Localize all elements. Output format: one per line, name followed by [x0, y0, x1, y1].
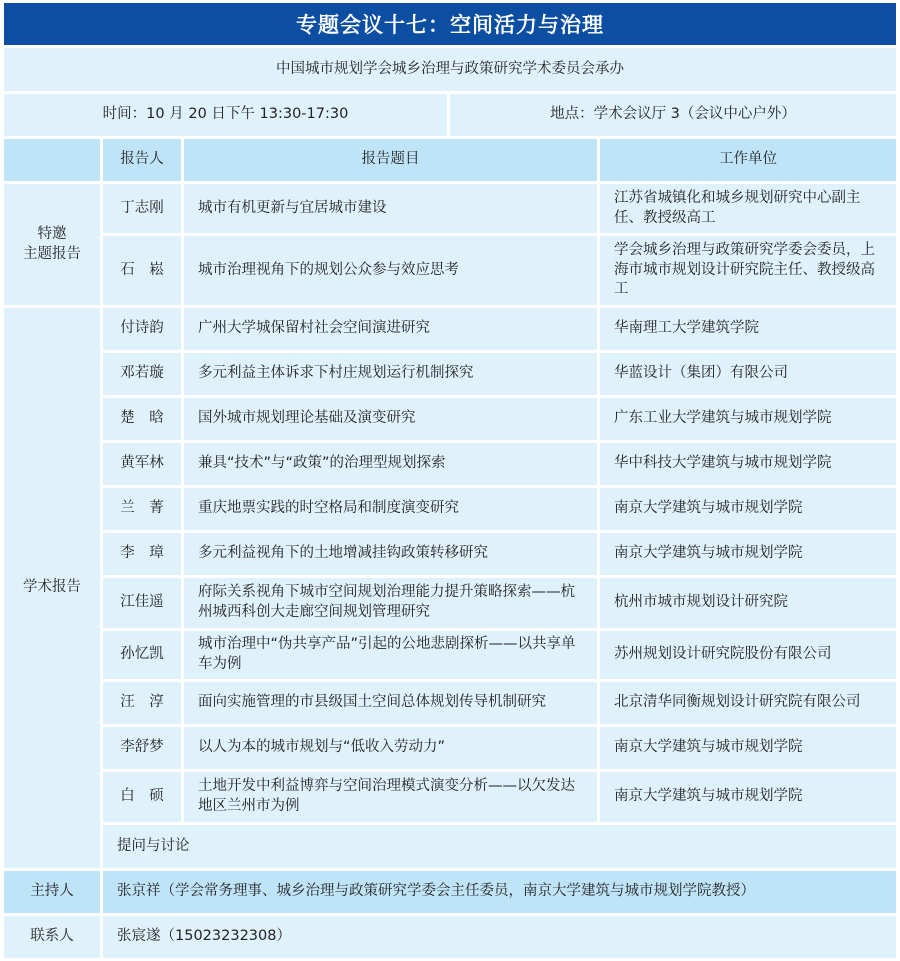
- table-row-topic: 广州大学城保留村社会空间演进研究: [184, 308, 597, 350]
- table-row-speaker: 石 崧: [103, 236, 181, 305]
- table-row-speaker: 兰 菁: [103, 488, 181, 530]
- table-row-speaker: 付诗韵: [103, 308, 181, 350]
- table-row-topic: 府际关系视角下城市空间规划治理能力提升策略探索——杭州城西科创大走廊空间规划管理研究: [184, 578, 597, 628]
- time-cell: 时间：10 月 20 日下午 13:30-17:30: [4, 94, 447, 136]
- table-row-topic: 土地开发中利益博弈与空间治理模式演变分析——以欠发达地区兰州市为例: [184, 772, 597, 822]
- table-row-unit: 华南理工大学建筑学院: [600, 308, 896, 350]
- discussion-row: 提问与讨论: [103, 825, 896, 868]
- contact-label: 联系人: [4, 916, 100, 958]
- host-label: 主持人: [4, 871, 100, 913]
- table-row-topic: 城市治理视角下的规划公众参与效应思考: [184, 236, 597, 305]
- header-speaker: 报告人: [103, 139, 181, 181]
- table-row-speaker: 黄军林: [103, 443, 181, 485]
- table-row-topic: 多元利益主体诉求下村庄规划运行机制探究: [184, 353, 597, 395]
- table-row-speaker: 李 璋: [103, 533, 181, 575]
- table-row-speaker: 邓若璇: [103, 353, 181, 395]
- academic-section-label: 学术报告: [4, 308, 100, 868]
- table-row-unit: 江苏省城镇化和城乡规划研究中心副主任、教授级高工: [600, 184, 896, 233]
- table-row-speaker: 丁志刚: [103, 184, 181, 233]
- table-row-unit: 苏州规划设计研究院股份有限公司: [600, 631, 896, 679]
- table-row-topic: 国外城市规划理论基础及演变研究: [184, 398, 597, 440]
- location-cell: 地点：学术会议厅 3（会议中心户外）: [450, 94, 896, 136]
- table-row-topic: 兼具“技术”与“政策”的治理型规划探索: [184, 443, 597, 485]
- table-row-topic: 城市治理中“伪共享产品”引起的公地悲剧探析——以共享单车为例: [184, 631, 597, 679]
- table-row-unit: 南京大学建筑与城市规划学院: [600, 533, 896, 575]
- table-row-unit: 北京清华同衡规划设计研究院有限公司: [600, 682, 896, 724]
- table-row-speaker: 孙忆凯: [103, 631, 181, 679]
- header-topic: 报告题目: [184, 139, 597, 181]
- table-row-unit: 学会城乡治理与政策研究学委会委员，上海市城市规划设计研究院主任、教授级高工: [600, 236, 896, 305]
- header-unit: 工作单位: [600, 139, 896, 181]
- table-row-topic: 城市有机更新与宜居城市建设: [184, 184, 597, 233]
- invited-section-label: 特邀 主题报告: [4, 184, 100, 305]
- table-row-topic: 以人为本的城市规划与“低收入劳动力”: [184, 727, 597, 769]
- table-row-speaker: 江佳遥: [103, 578, 181, 628]
- table-row-unit: 南京大学建筑与城市规划学院: [600, 488, 896, 530]
- table-row-unit: 南京大学建筑与城市规划学院: [600, 727, 896, 769]
- table-row-unit: 南京大学建筑与城市规划学院: [600, 772, 896, 822]
- table-row-speaker: 汪 淳: [103, 682, 181, 724]
- contact-value: 张宸遂（15023232308）: [103, 916, 896, 958]
- table-row-speaker: 李舒梦: [103, 727, 181, 769]
- table-row-unit: 广东工业大学建筑与城市规划学院: [600, 398, 896, 440]
- host-value: 张京祥（学会常务理事、城乡治理与政策研究学委会主任委员，南京大学建筑与城市规划学院教授）: [103, 871, 896, 913]
- organizer-row: 中国城市规划学会城乡治理与政策研究学术委员会承办: [4, 48, 896, 91]
- page-title: 专题会议十七：空间活力与治理: [4, 3, 896, 45]
- table-row-topic: 重庆地票实践的时空格局和制度演变研究: [184, 488, 597, 530]
- table-row-topic: 面向实施管理的市县级国土空间总体规划传导机制研究: [184, 682, 597, 724]
- table-row-unit: 杭州市城市规划设计研究院: [600, 578, 896, 628]
- table-row-speaker: 白 硕: [103, 772, 181, 822]
- table-row-topic: 多元利益视角下的土地增减挂钩政策转移研究: [184, 533, 597, 575]
- header-blank: [4, 139, 100, 181]
- table-row-speaker: 楚 晗: [103, 398, 181, 440]
- table-row-unit: 华中科技大学建筑与城市规划学院: [600, 443, 896, 485]
- table-row-unit: 华蓝设计（集团）有限公司: [600, 353, 896, 395]
